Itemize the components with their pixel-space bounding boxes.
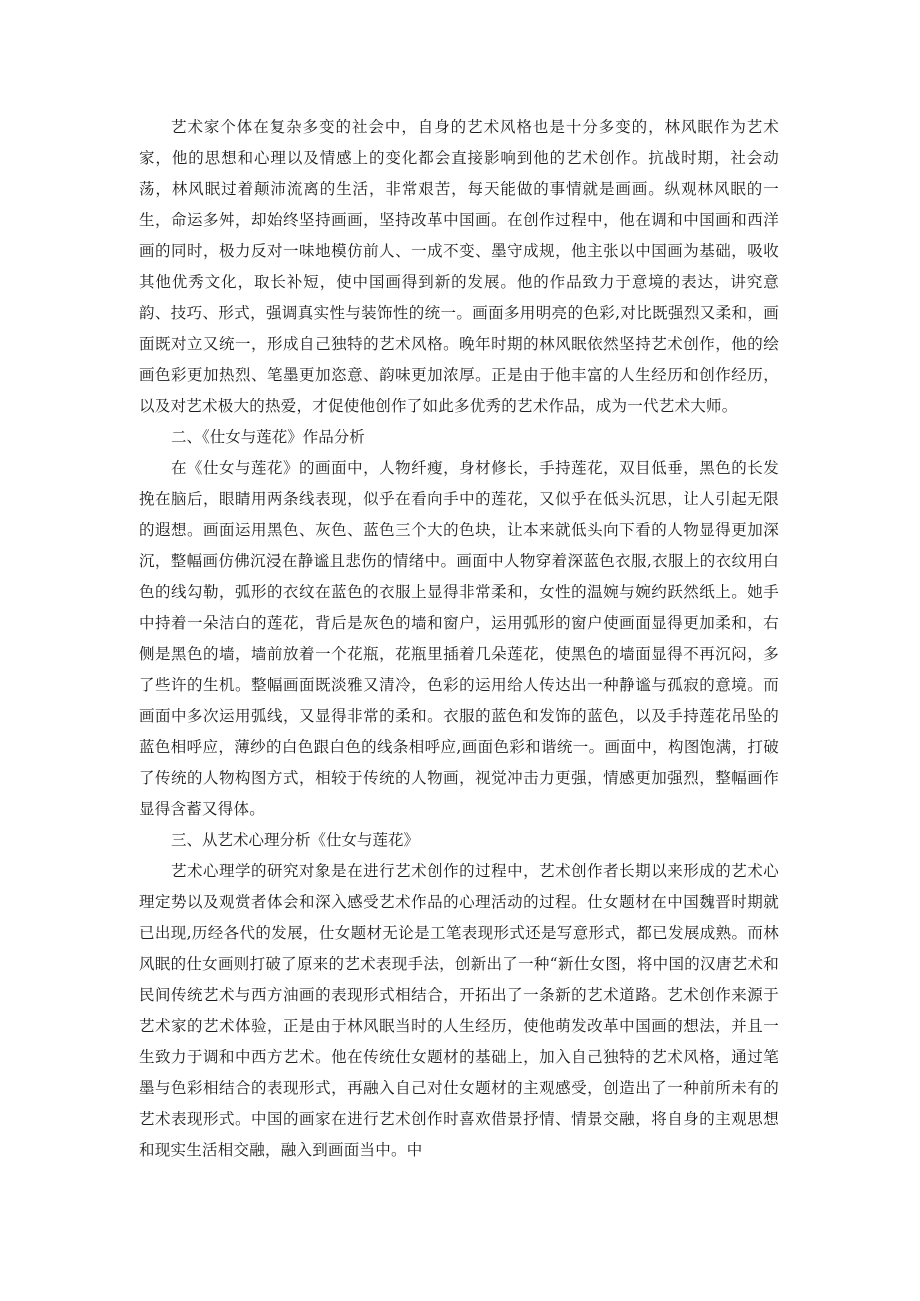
- section-heading: 二、《仕女与莲花》作品分析: [171, 428, 365, 446]
- body-paragraph: 艺术家个体在复杂多变的社会中，自身的艺术风格也是十分多变的，林风眠作为艺术家，他的思想和心理以及情感上的变化都会直接影响到他的艺术创作。抗战时期，社会动荡，林风眠过着颠沛流离的生活，非常艰苦，每天能做的事情就是画画。纵观林风眠的一生，命运多舛，却始终坚持画画，坚持改革中国画。在创作过程中，他在调和中国画和西洋画的同时，极力反对一味地模仿前人、一成不变、墨守成规，他主张以中国画为基础，吸收其他优秀文化，取长补短，使中国画得到新的发展。他的作品致力于意境的表达，讲究意韵、技巧、形式，强调真实性与装饰性的统一。画面多用明亮的色彩,对比既强烈又柔和，画面既对立又统一，形成自己独特的艺术风格。晚年时期的林风眠依然坚持艺术创作，他的绘画色彩更加热烈、笔墨更加恣意、韵味更加浓厚。正是由于他丰富的人生经历和创作经历，以及对艺术极大的热爱，才促使他创作了如此多优秀的艺术作品，成为一代艺术大师。: [139, 118, 779, 415]
- body-paragraph: 艺术心理学的研究对象是在进行艺术创作的过程中，艺术创作者长期以来形成的艺术心理定势以及观赏者体会和深入感受艺术作品的心理活动的过程。仕女题材在中国魏晋时期就已出现,历经各代的发展，仕女题材无论是工笔表现形式还是写意形式，都已发展成熟。而林风眠的仕女画则打破了原来的艺术表现手法，创新出了一种“新仕女图，将中国的汉唐艺术和民间传统艺术与西方油画的表现形式相结合，开拓出了一条新的艺术道路。艺术创作来源于艺术家的艺术体验，正是由于林风眠当时的人生经历，使他萌发改革中国画的想法，并且一生致力于调和中西方艺术。他在传统仕女题材的基础上，加入自己独特的艺术风格，通过笔墨与色彩相结合的表现形式，再融入自己对仕女题材的主观感受，创造出了一种前所未有的艺术表现形式。中国的画家在进行艺术创作时喜欢借景抒情、情景交融，将自身的主观思想和现实生活相交融，融入到画面当中。中: [139, 862, 779, 1159]
- body-paragraph: 在《仕女与莲花》的画面中，人物纤瘦，身材修长，手持莲花，双目低垂，黑色的长发挽在脑后，眼睛用两条线表现，似乎在看向手中的莲花，又似乎在低头沉思，让人引起无限的遐想。画面运用黑色、灰色、蓝色三个大的色块，让本来就低头向下看的人物显得更加深沉，整幅画仿佛沉浸在静谧且悲伤的情绪中。画面中人物穿着深蓝色衣服,衣服上的衣纹用白色的线勾勒，弧形的衣纹在蓝色的衣服上显得非常柔和，女性的温婉与婉约跃然纸上。她手中持着一朵洁白的莲花，背后是灰色的墙和窗户，运用弧形的窗户使画面显得更加柔和，右侧是黑色的墙，墙前放着一个花瓶，花瓶里插着几朵莲花，使黑色的墙面显得不再沉闷，多了些许的生机。整幅画面既淡雅又清冷，色彩的运用给人传达出一种静谧与孤寂的意境。而画面中多次运用弧线，又显得非常的柔和。衣服的蓝色和发饰的蓝色，以及手持莲花吊坠的蓝色相呼应，薄纱的白色跟白色的线条相呼应,画面色彩和谐统一。画面中，构图饱满，打破了传统的人物构图方式，相较于传统的人物画，视觉冲击力更强，情感更加强烈，整幅画作显得含蓄又得体。: [139, 459, 779, 818]
- section-heading: 三、从艺术心理分析《仕女与莲花》: [171, 831, 420, 849]
- document-page: [139, 112, 779, 1166]
